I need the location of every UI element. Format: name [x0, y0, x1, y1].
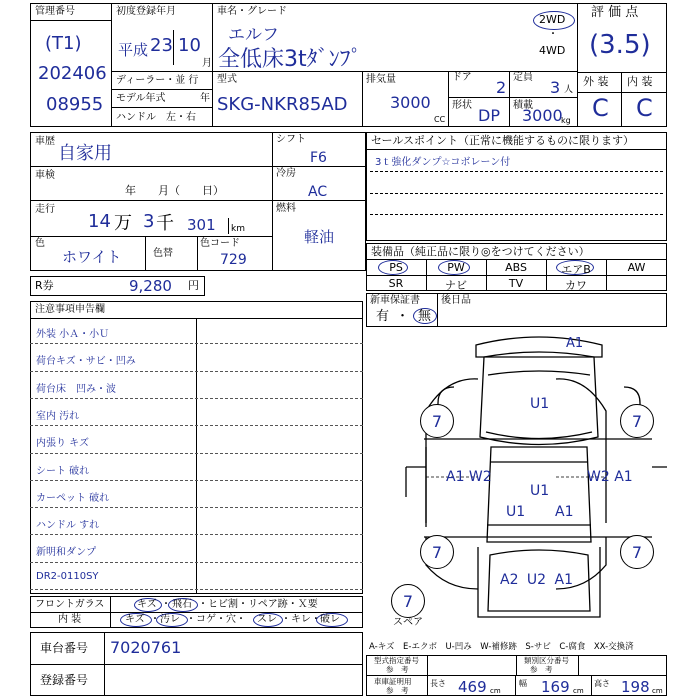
int-scratch: キズ [125, 614, 145, 625]
equip-abs: ABS [505, 261, 527, 274]
note-line [30, 562, 363, 563]
int-mid: ・コゲ・穴・ [186, 614, 246, 625]
inspection-label: 車検 [35, 170, 55, 181]
model-code: SKG-NKR85AD [217, 94, 348, 115]
load-label: 積載 [513, 100, 533, 111]
equip-ps: PS [389, 261, 403, 274]
category-label: 類別区分番号 [524, 656, 569, 665]
front-glass-label: フロントガラス [35, 599, 105, 610]
first-reg-era: 平成 [118, 41, 149, 59]
capacity-label: 定員 [513, 72, 533, 83]
model-year-label: モデル年式 [116, 93, 166, 104]
mark-lower-left-u1: U1 [506, 504, 526, 520]
mark-top-a1: A1 [566, 336, 584, 351]
sen-unit: 千 [156, 213, 174, 234]
mark-left-side: A1 W2 [446, 469, 492, 485]
sales-point-label: セールスポイント（正常に機能するものに限ります） [371, 134, 635, 147]
mileage-label: 走行 [35, 204, 55, 215]
length-label: 長さ [430, 679, 446, 688]
note-line [30, 480, 363, 481]
r-ken-unit: 円 [188, 279, 199, 292]
mark-hood-u1: U1 [530, 396, 550, 412]
score-value: (3.5) [589, 30, 651, 60]
handle-label: ハンドル 左・右 [116, 112, 196, 123]
fuel-value: 軽油 [304, 228, 335, 246]
front-glass-scratch: キズ [137, 599, 157, 610]
note-item: 荷台床 凹み・波 [36, 383, 116, 395]
width-value: 169 [541, 678, 570, 696]
first-reg-month: 10 [178, 35, 201, 56]
int-rub: スレ [257, 614, 277, 625]
color-change-label: 色替 [153, 248, 173, 259]
int-tear: 破レ [320, 614, 340, 625]
height-value: 198 [621, 678, 650, 696]
tire-rear-left: 7 [420, 535, 454, 569]
front-glass-sep: ・ [161, 599, 171, 610]
history-label: 車歴 [35, 136, 55, 147]
front-glass-chip: 飛石 [172, 599, 192, 610]
note-line [30, 371, 363, 372]
car-name: エルフ [228, 25, 279, 45]
note-item: 外装 小Ａ・小Ｕ [36, 329, 110, 340]
inspection-value: 年 月（ 日） [125, 184, 224, 197]
door-label: ドア [452, 72, 472, 83]
type-no-label: 型式指定番号 [374, 656, 419, 665]
first-reg-label: 初度登録年月 [116, 6, 176, 17]
note-line [30, 425, 363, 426]
warranty-yes: 有 [376, 309, 390, 324]
shape-label: 形状 [452, 100, 472, 111]
interior-cond-label: 内 装 [58, 614, 82, 625]
mileage-man: 14 [88, 211, 111, 232]
shape: DP [478, 106, 500, 125]
color-code-label: 色コード [200, 238, 240, 249]
equip-pw: PW [447, 261, 465, 274]
first-reg-month-unit: 月 [202, 58, 212, 69]
mileage-sen: 3 [143, 211, 155, 232]
category-ref: 参 考 [530, 665, 553, 674]
mark-rear: A2 U2 A1 [500, 572, 574, 588]
equip-navi: ナビ [445, 279, 467, 292]
equip-leather: カワ [565, 279, 587, 292]
equip-aw: AW [627, 261, 646, 274]
color-label: 色 [35, 238, 45, 249]
km-unit: km [231, 224, 245, 234]
int-sep: ・ [150, 614, 160, 625]
equip-tv: TV [508, 277, 524, 290]
warranty-label: 新車保証書 [370, 295, 420, 306]
shift-label: シフト [276, 134, 306, 145]
length-unit: cm [490, 687, 501, 695]
note-line [30, 534, 363, 535]
note-line [30, 453, 363, 454]
note-line [30, 589, 363, 590]
equip-sr: SR [388, 277, 404, 290]
displacement-label: 排気量 [366, 74, 396, 85]
chassis-label: 車台番号 [40, 641, 89, 655]
tire-rear-right: 7 [620, 535, 654, 569]
tire-front-left: 7 [420, 404, 454, 438]
r-ken-label: R券 [35, 279, 54, 292]
history-value: 自家用 [58, 143, 112, 164]
r-ken-value: 9,280 [129, 277, 172, 295]
color-value: ホワイト [62, 248, 122, 266]
mark-right-side: W2 A1 [587, 469, 633, 485]
note-item: 室内 汚れ [36, 410, 80, 422]
int-stain: 汚レ [160, 614, 180, 625]
color-code: 729 [220, 252, 247, 268]
note-item: 内張り キズ [36, 438, 89, 450]
front-glass-rest: ・ヒビ割・リペア跡・Ｘ要 [198, 599, 318, 610]
ac-value: AC [308, 184, 328, 200]
note-item: シート 破れ [36, 465, 90, 477]
capacity-unit: 人 [564, 85, 574, 95]
length-value: 469 [458, 678, 487, 696]
first-reg-year: 23 [150, 35, 173, 56]
equipment-label: 装備品（純正品に限り◎をつけてください） [371, 245, 590, 258]
warranty-dot: ・ [396, 309, 410, 324]
type-no-ref: 参 考 [386, 665, 409, 674]
model-year-unit: 年 [200, 93, 210, 104]
width-unit: cm [573, 687, 584, 695]
equip-airbag: エアB [561, 263, 591, 276]
notes-label: 注意事項申告欄 [35, 304, 105, 315]
doors: 2 [496, 78, 507, 97]
mark-lower-right-a1: A1 [555, 504, 574, 520]
mileage-rest: 301 [187, 216, 216, 234]
note-item: DR2-0110SY [36, 570, 99, 582]
note-line [30, 398, 363, 399]
reg-label: 登録番号 [40, 673, 89, 687]
capacity: 3 [550, 78, 561, 97]
mgmt-code: (T1) [45, 33, 82, 54]
exterior-grade: C [592, 94, 609, 122]
note-item: ハンドル すれ [36, 520, 100, 532]
drive-2wd: 2WD [539, 13, 566, 26]
man-unit: 万 [114, 213, 132, 234]
mgmt-label: 管理番号 [35, 6, 75, 17]
damage-legend: A-キズ E-エクボ U-凹み W-補修跡 S-サビ C-腐食 XX-交換済 [369, 642, 634, 652]
drive-dot: ・ [548, 29, 558, 40]
displacement-unit: CC [434, 115, 446, 124]
exterior-label: 外 装 [583, 75, 609, 88]
ac-label: 冷房 [276, 168, 296, 179]
type-label: 型式 [217, 74, 237, 85]
score-label: 評 価 点 [591, 5, 639, 20]
note-item: 新明和ダンプ [36, 547, 97, 559]
mgmt-num1: 202406 [38, 63, 107, 84]
mgmt-num2: 08955 [46, 94, 104, 115]
chassis-value: 7020761 [110, 638, 182, 657]
spare-label: スペア [393, 617, 423, 628]
sales-point-line1: 3ｔ強化ダンプ☆コボレーン付 [375, 157, 511, 168]
shift-value: F6 [310, 150, 327, 166]
tire-front-right: 7 [620, 404, 654, 438]
load-unit: kg [561, 116, 571, 125]
cert-label: 車庫証明用 [374, 677, 412, 686]
height-label: 高さ [594, 679, 610, 688]
displacement: 3000 [390, 93, 431, 112]
mark-center-u1: U1 [530, 483, 550, 499]
car-grade: 全低床3tﾀﾞﾝﾌﾟ [218, 47, 362, 72]
note-item: 荷台キズ・サビ・凹み [36, 356, 136, 368]
width-label: 幅 [519, 679, 527, 688]
interior-label: 内 装 [627, 75, 653, 88]
ledger-label: 後日品 [441, 295, 471, 306]
note-line [30, 343, 363, 344]
car-name-label: 車名・グレード [217, 6, 287, 17]
int-mid2: ・キレ・ [281, 614, 321, 625]
load: 3000 [522, 106, 563, 125]
cert-ref: 参 考 [386, 686, 409, 695]
height-unit: cm [652, 687, 663, 695]
interior-grade: C [636, 94, 653, 122]
drive-4wd: 4WD [539, 44, 566, 57]
r-ken-box [30, 276, 205, 296]
note-item: カーペット 破れ [36, 492, 110, 504]
spare-tire: 7 [391, 584, 425, 618]
note-line [30, 507, 363, 508]
dealer-label: ディーラー・並 行 [116, 75, 199, 86]
warranty-no: 無 [418, 309, 432, 324]
fuel-label: 燃料 [276, 203, 296, 214]
